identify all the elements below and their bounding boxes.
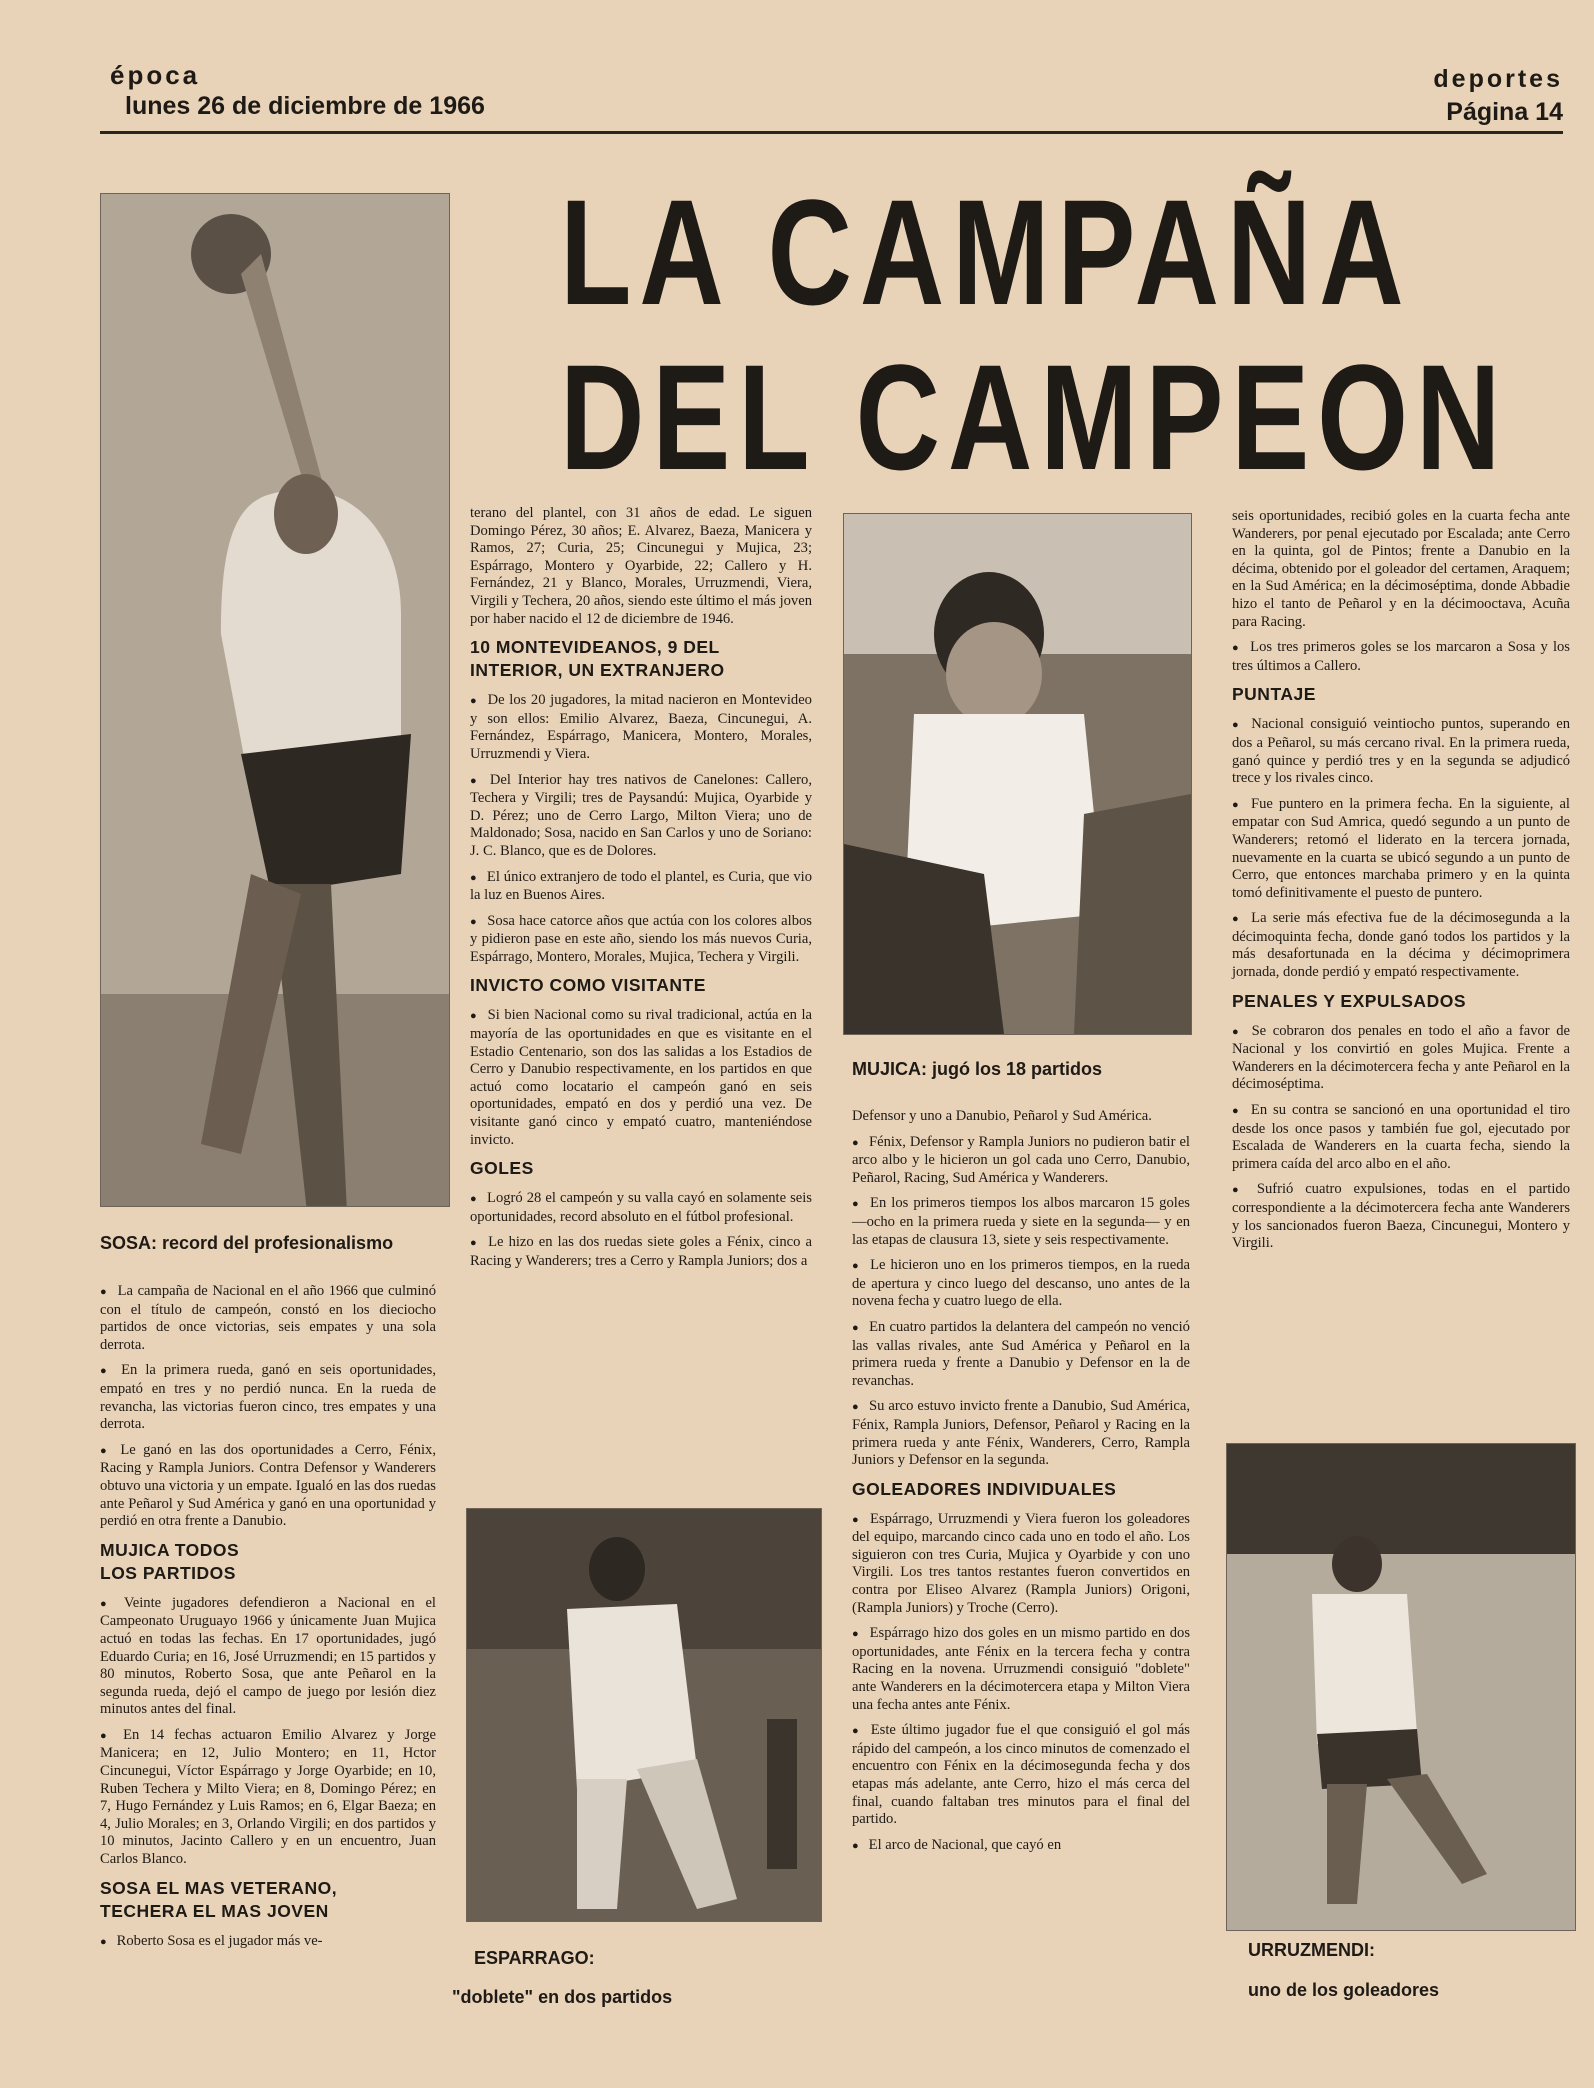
paragraph: ● El único extranjero de todo el plantel, es Curia, que vio la luz en Buenos Aires.	[470, 869, 812, 905]
paragraph: ● En cuatro partidos la delantera del campeón no venció las vallas rivales, ante Sud América y Peñarol en la primera rueda y frente a Danubio y Defensor en la de revanchas.	[852, 1319, 1190, 1390]
paragraph: Defensor y uno a Danubio, Peñarol y Sud América.	[852, 1108, 1152, 1124]
caption-urruzmendi-2: uno de los goleadores	[1248, 1980, 1440, 2000]
caption-sosa: SOSA: record del profesionalismo	[100, 1233, 394, 1253]
paragraph: terano del plantel, con 31 años de edad. Le siguen Domingo Pérez, 30 años; E. Alvarez, Baeza, Manicera y Ramos, 27; Curia, 25; Cincunegui y Mujica, 23; Espárrago, Montero y Oyarbide, 22; Callero y H. Fernández, 21 y Blanco, Morales, Urruzmendi, Viera, Virgili y Techera, 20 años, siendo este último el más joven por haber nacido el 12 de diciembre de 1946.	[470, 505, 812, 627]
headline-line-2: DEL CAMPEON	[560, 333, 1509, 501]
subheading-line: SOSA EL MAS VETERANO,	[100, 1877, 338, 1898]
paragraph: ● Sufrió cuatro expulsiones, todas en el partido correspondiente a la décimotercera fecha ante Wanderers y los sancionados fueron Baeza, Cincunegui, Montero y Virgili.	[1232, 1181, 1570, 1251]
paragraph: ● Le hizo en las dos ruedas siete goles a Fénix, cinco a Racing y Wanderers; tres a Cerro y Rampla Juniors; dos a	[470, 1234, 812, 1268]
photo-urruzmendi-image	[1227, 1444, 1575, 1930]
paragraph: ● El arco de Nacional, que cayó en	[852, 1837, 1190, 1856]
paragraph: ● En la primera rueda, ganó en seis oportunidades, empató en tres y no perdió nunca. En la rueda de revancha, las victorias fueron cinco, tres empates y una derrota.	[100, 1362, 436, 1433]
subheading: GOLES	[470, 1158, 534, 1179]
subheading: GOLEADORES INDIVIDUALES	[852, 1478, 1117, 1499]
column-1	[100, 1283, 436, 1959]
paragraph: ● Del Interior hay tres nativos de Canelones: Callero, Techera y Virgili; tres de Paysandú: Mujica, Oyarbide y D. Pérez; uno de Cerro Largo, Milton Viera; uno de Maldonado; Sosa, nacido en San Carlos y uno de Soriano: J. C. Blanco, que es de Dolores.	[470, 772, 812, 861]
paragraph: ● Fue puntero en la primera fecha. En la siguiente, al empatar con Sud Amrica, quedó segundo a un punto de Wanderers; retomó el liderato en la tercera jornada, nuevamente en la cuarta se ubicó segundo a un punto de Cerro, que entonces marchaba primero y en la quinta tomó definitivamente el puesto de puntero.	[1232, 796, 1570, 903]
paragraph: ● Fénix, Defensor y Rampla Juniors no pudieron batir el arco albo y le hicieron un gol cada uno Cerro, Danubio, Peñarol, Racing, Sud América y Wanderers.	[852, 1134, 1190, 1188]
subheading-line: 10 MONTEVIDEANOS, 9 DEL	[470, 637, 720, 658]
paragraph: ● Veinte jugadores defendieron a Nacional en el Campeonato Uruguayo 1966 y únicamente Juan Mujica actuó en todas las fechas. En 17 oportunidades, jugó Eduardo Curia; en 16, José Urruzmendi; en 15 partidos y 80 minutos, Roberto Sosa, que ante Peñarol en la segunda rueda, dejó el campo de juego por lesión diez minutos antes del final.	[100, 1595, 436, 1719]
photo-sosa	[100, 193, 450, 1207]
paragraph: ● Se cobraron dos penales en todo el año a favor de Nacional y los convirtió en goles Mujica. Frente a Wanderers en la décimotercera fecha y ante Peñarol en la décimoséptima.	[1232, 1023, 1570, 1094]
paragraph: ● Espárrago, Urruzmendi y Viera fueron los goleadores del equipo, marcando cinco cada uno en todo el año. Los siguieron con tres Curia, Mujica y Oyarbide y con uno Virgili. Los tres tantos restantes fueron convertidos en contra por Eliseo Alvarez (Rampla Juniors) Origoni, (Rampla Juniors) y Troche (Cerro).	[852, 1511, 1190, 1618]
caption-esparrago-2: "doblete" en dos partidos	[452, 1987, 673, 2007]
paragraph: ● En los primeros tiempos los albos marcaron 15 goles —ocho en la primera rueda y siete en la segunda— y en las etapas de clausura 13, siete y seis respectivamente.	[852, 1195, 1190, 1249]
caption-esparrago-1: ESPARRAGO:	[474, 1948, 595, 1968]
photo-esparrago	[466, 1508, 822, 1922]
issue-date: lunes 26 de diciembre de 1966	[125, 92, 485, 120]
section-name: deportes	[1433, 65, 1563, 93]
photo-esparrago-image	[467, 1509, 821, 1921]
column-2	[470, 505, 812, 1276]
paragraph: seis oportunidades, recibió goles en la cuarta fecha ante Wanderers, por penal ejecutado por Escalada; ante Cerro en la quinta, gol de Pintos; frente a Danubio en la décima, obtenido por el goleador del certamen, Araquem; en la Sud América; en la décimoséptima, donde Abbadie hizo el tanto de Peñarol y en la décimooctava, Acuña para Racing.	[1232, 508, 1570, 630]
subheading-line: INTERIOR, UN EXTRANJERO	[470, 660, 725, 681]
photo-mujica	[843, 513, 1192, 1035]
paragraph: ● Este último jugador fue el que consiguió el gol más rápido del campeón, a los cinco minutos de comenzado el encuentro con Fénix en la décimosegunda fecha y dos etapas más adelante, ante Cerro, hizo el más cerca del final, cuando faltaban tres minutos para el final del partido.	[852, 1722, 1190, 1829]
header-rule	[100, 131, 1563, 134]
subheading	[100, 1539, 436, 1585]
subheading-line: LOS PARTIDOS	[100, 1562, 236, 1583]
photo-sosa-image	[101, 194, 449, 1206]
paragraph: ● Espárrago hizo dos goles en un mismo partido en dos oportunidades, ante Fénix en la tercera fecha y contra Racing en la novena. Urruzmendi consiguió "doblete" ante Wanderers en la décimotercera etapa y Milton Viera una fecha antes ante Fénix.	[852, 1625, 1190, 1714]
caption-mujica: MUJICA: jugó los 18 partidos	[852, 1059, 1103, 1079]
page-number: Página 14	[1446, 98, 1563, 126]
paragraph: ● De los 20 jugadores, la mitad nacieron en Montevideo y son ellos: Emilio Alvarez, Baeza, Cincunegui, A. Fernández, Espárrago, Manicera, Montero, Morales, Urruzmendi y Viera.	[470, 692, 812, 763]
paragraph: ● En 14 fechas actuaron Emilio Alvarez y Jorge Manicera; en 12, Julio Montero; en 11, Hctor Cincunegui, Víctor Espárrago y Jorge Oyarbide; en 10, Ruben Techera y Milto Viera; en 8, Domingo Pérez; en 7, Hugo Fernández y Luis Ramos; en 6, Elgar Baeza; en 4, Julio Morales; en 3, Orlando Virgili; en dos partidos y 10 minutos, Jacinto Callero y en un encuentro, Juan Carlos Blanco.	[100, 1727, 436, 1869]
paragraph: ● Roberto Sosa es el jugador más ve-	[100, 1933, 436, 1952]
paragraph: ● Los tres primeros goles se los marcaron a Sosa y los tres últimos a Callero.	[1232, 639, 1570, 675]
paragraph: ● La serie más efectiva fue de la décimosegunda a la décimoquinta fecha, donde ganó todos los partidos y la más desafortunada en la décima y décimoprimera jornada, donde perdió y empató respectivamente.	[1232, 910, 1570, 981]
photo-mujica-image	[844, 514, 1191, 1034]
paragraph: ● Sosa hace catorce años que actúa con los colores albos y pidieron pase en este año, siendo los más nuevos Curia, Espárrago, Montero, Morales, Mujica, Techera y Virgili.	[470, 913, 812, 967]
paragraph: ● Logró 28 el campeón y su valla cayó en solamente seis oportunidades, record absoluto en el fútbol profesional.	[470, 1190, 812, 1226]
publication-name: época	[110, 60, 201, 90]
column-3	[852, 1108, 1190, 1863]
subheading-line: MUJICA TODOS	[100, 1539, 240, 1560]
photo-urruzmendi	[1226, 1443, 1576, 1931]
subheading	[470, 636, 812, 682]
headline-line-1: LA CAMPAÑA	[560, 168, 1412, 336]
subheading	[100, 1877, 436, 1923]
subheading: PENALES Y EXPULSADOS	[1232, 990, 1466, 1011]
subheading-line: TECHERA EL MAS JOVEN	[100, 1900, 329, 1921]
paragraph: ● Nacional consiguió veintiocho puntos, superando en dos a Peñarol, su más cercano rival. En la primera rueda, ganó quince y perdió tres y en la segunda se adjudicó trece y los rivales cinco.	[1232, 716, 1570, 787]
paragraph: ● La campaña de Nacional en el año 1966 que culminó con el título de campeón, constó en los dieciocho partidos de once victorias, seis empates y una sola derrota.	[100, 1283, 436, 1354]
caption-urruzmendi-1: URRUZMENDI:	[1248, 1940, 1375, 1960]
paragraph: ● Su arco estuvo invicto frente a Danubio, Sud América, Fénix, Rampla Juniors, Defensor, Peñarol y Racing en la primera rueda y ante Fénix, Wanderers, Cerro, Rampla Juniors y Defensor en la segunda.	[852, 1398, 1190, 1469]
subheading: PUNTAJE	[1232, 684, 1316, 705]
subheading: INVICTO COMO VISITANTE	[470, 975, 706, 996]
paragraph: ● Si bien Nacional como su rival tradicional, actúa en la mayoría de las oportunidades en que es visitante en el Estadio Centenario, son dos las salidas a los Estadios de Cerro y Danubio respectivamente, en los partidos en que actuó como locatario el campeón ganó en seis oportunidades, empató en dos y perdió una vez. De visitante ganó cinco y empató cuatro, manteniéndose invicto.	[470, 1007, 812, 1149]
paragraph: ● Le ganó en las dos oportunidades a Cerro, Fénix, Racing y Rampla Juniors. Contra Defensor y Wanderers obtuvo una victoria y un empate. Igualó en las dos ruedas ante Peñarol y Sud América y ganó en una oportunidad y perdió en otra frente a Danubio.	[100, 1442, 436, 1531]
column-4	[1232, 508, 1570, 1259]
paragraph: ● En su contra se sancionó en una oportunidad el tiro desde los once pasos y también fue gol, ejecutado por Escalada de Wanderers en la cuarta fecha, siendo la primera caída del arco albo en el año.	[1232, 1102, 1570, 1173]
paragraph: ● Le hicieron uno en los primeros tiempos, en la rueda de apertura y cinco luego del descanso, uno antes de la novena fecha y cuatro luego de ella.	[852, 1257, 1190, 1311]
main-headline	[560, 168, 1509, 501]
